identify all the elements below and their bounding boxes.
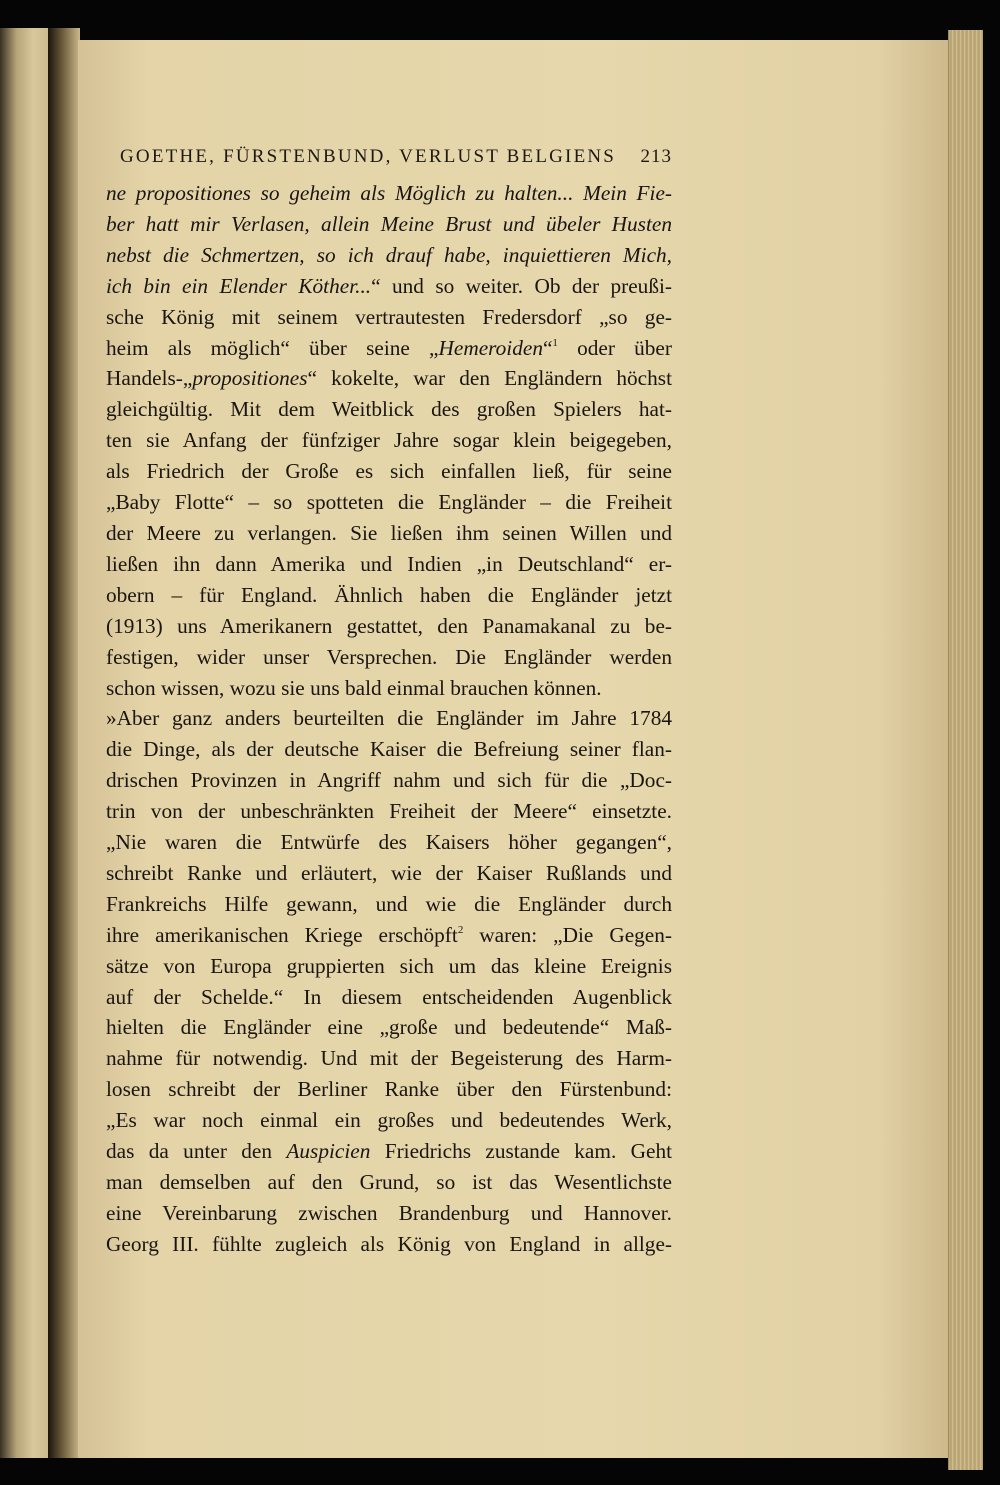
text-segment: losen schreibt der Berliner Ranke über den Fürstenbund: (106, 1077, 672, 1102)
text-line (106, 333, 672, 364)
text-segment: „Baby Flotte“ – so spotteten die Engländer – die Freiheit (106, 490, 672, 515)
text-line (106, 1074, 672, 1105)
text-line (106, 889, 672, 920)
text-segment: das da unter den (106, 1139, 287, 1164)
text-segment: sche König mit seinem vertrautesten Fredersdorf „so ge- (106, 304, 672, 329)
text-line (106, 796, 672, 827)
text-segment: der Meere zu verlangen. Sie ließen ihm seinen Willen und (106, 520, 672, 545)
text-line (106, 703, 672, 734)
text-line (106, 518, 672, 549)
text-line (106, 734, 672, 765)
text-segment: festigen, wider unser Versprechen. Die Engländer werden (106, 644, 672, 669)
text-segment: “ kokelte, war den Engländern höchst (307, 366, 672, 391)
italic-text: ne propositiones so geheim als Möglich zu halten... Mein Fie- (106, 181, 672, 205)
text-segment: eine Vereinbarung zwischen Brandenburg und Hannover. (106, 1200, 672, 1225)
body-text (106, 178, 672, 1260)
text-segment: obern – für England. Ähnlich haben die Engländer jetzt (106, 582, 672, 607)
text-line (106, 580, 672, 611)
text-line (106, 209, 672, 240)
italic-text: ber hatt mir Verlasen, allein Meine Brust und übeler Husten (106, 211, 672, 236)
text-segment: „Nie waren die Entwürfe des Kaisers höher gegangen“, (106, 830, 672, 855)
text-segment: als Friedrich der Große es sich einfallen ließ, für seine (106, 459, 672, 484)
text-segment: “ und so weiter. Ob der preußi- (371, 273, 672, 298)
text-segment: nahme für notwendig. Und mit der Begeisterung des Harm- (106, 1046, 672, 1071)
italic-text: propositiones (192, 366, 308, 391)
text-line (106, 920, 672, 951)
book-gutter (48, 28, 80, 1458)
running-title: GOETHE, FÜRSTENBUND, VERLUST BELGIENS (120, 146, 617, 167)
text-line (106, 363, 672, 394)
text-segment: schreibt Ranke und erläutert, wie der Kaiser Rußlands und (106, 860, 672, 885)
page-fore-edge (948, 30, 983, 1470)
text-line (106, 1043, 672, 1074)
text-line (106, 642, 672, 673)
text-line (106, 425, 672, 456)
text-segment: Friedrichs zustande kam. Geht (370, 1139, 673, 1164)
text-segment: “ (542, 335, 553, 360)
text-line (106, 765, 672, 796)
text-line (106, 302, 672, 333)
text-line (106, 178, 672, 209)
running-header (120, 146, 672, 176)
text-segment: drischen Provinzen in Angriff nahm und sich für die „Doc- (106, 768, 672, 793)
text-line (106, 951, 672, 982)
text-line (106, 487, 672, 518)
text-segment: schon wissen, wozu sie uns bald einmal brauchen können. (106, 675, 602, 700)
text-segment: (1913) uns Amerikanern gestattet, den Panamakanal zu be- (106, 613, 672, 638)
text-line (106, 982, 672, 1013)
text-line (106, 1198, 672, 1229)
text-line (106, 611, 672, 642)
text-segment: ihre amerikanischen Kriege erschöpft (106, 922, 458, 947)
text-line (106, 673, 672, 704)
text-segment: »Aber ganz anders beurteilten die Engländer im Jahre 1784 (106, 706, 672, 731)
text-line (106, 1229, 672, 1260)
text-segment: hielten die Engländer eine „große und bedeutende“ Maß- (106, 1015, 672, 1040)
italic-text: ich bin ein Elender Köther... (106, 273, 372, 298)
text-line (106, 1167, 672, 1198)
text-line (106, 1012, 672, 1043)
text-line (106, 1105, 672, 1136)
text-segment: „Es war noch einmal ein großes und bedeutendes Werk, (106, 1108, 672, 1133)
text-segment: waren: „Die Gegen- (463, 922, 673, 947)
text-segment: heim als möglich“ über seine „ (106, 335, 439, 360)
text-line (106, 271, 672, 302)
text-segment: trin von der unbeschränkten Freiheit der Meere“ einsetzte. (106, 799, 672, 824)
text-segment: man demselben auf den Grund, so ist das Wesentlichste (106, 1170, 672, 1194)
text-line (106, 1136, 672, 1167)
text-segment: gleichgültig. Mit dem Weitblick des großen Spielers hat- (106, 397, 672, 422)
text-segment: die Dinge, als der deutsche Kaiser die Befreiung seiner flan- (106, 737, 672, 762)
text-segment: sätze von Europa gruppierten sich um das kleine Ereignis (106, 953, 672, 978)
footnote-marker: 1 (552, 336, 558, 349)
text-line (106, 394, 672, 425)
text-line (106, 240, 672, 271)
text-segment: oder über (557, 335, 672, 360)
page-number: 213 (640, 146, 672, 167)
text-segment: Handels-„ (106, 366, 193, 391)
text-line (106, 827, 672, 858)
italic-text: Hemeroiden (438, 335, 543, 360)
text-segment: Frankreichs Hilfe gewann, und wie die Engländer durch (106, 891, 672, 916)
text-segment: auf der Schelde.“ In diesem entscheidenden Augenblick (106, 984, 672, 1009)
footnote-marker: 2 (457, 923, 464, 936)
text-segment: ließen ihn dann Amerika und Indien „in Deutschland“ er- (106, 551, 672, 576)
text-line (106, 858, 672, 889)
italic-text: Auspicien (286, 1139, 371, 1164)
italic-text: nebst die Schmertzen, so ich drauf habe, inquiettieren Mich, (106, 242, 672, 267)
text-line (106, 456, 672, 487)
left-page-edge (0, 28, 48, 1458)
text-segment: Georg III. fühlte zugleich als König von England in allge- (106, 1231, 672, 1256)
text-line (106, 549, 672, 580)
text-segment: ten sie Anfang der fünfziger Jahre sogar klein beigegeben, (106, 428, 672, 453)
